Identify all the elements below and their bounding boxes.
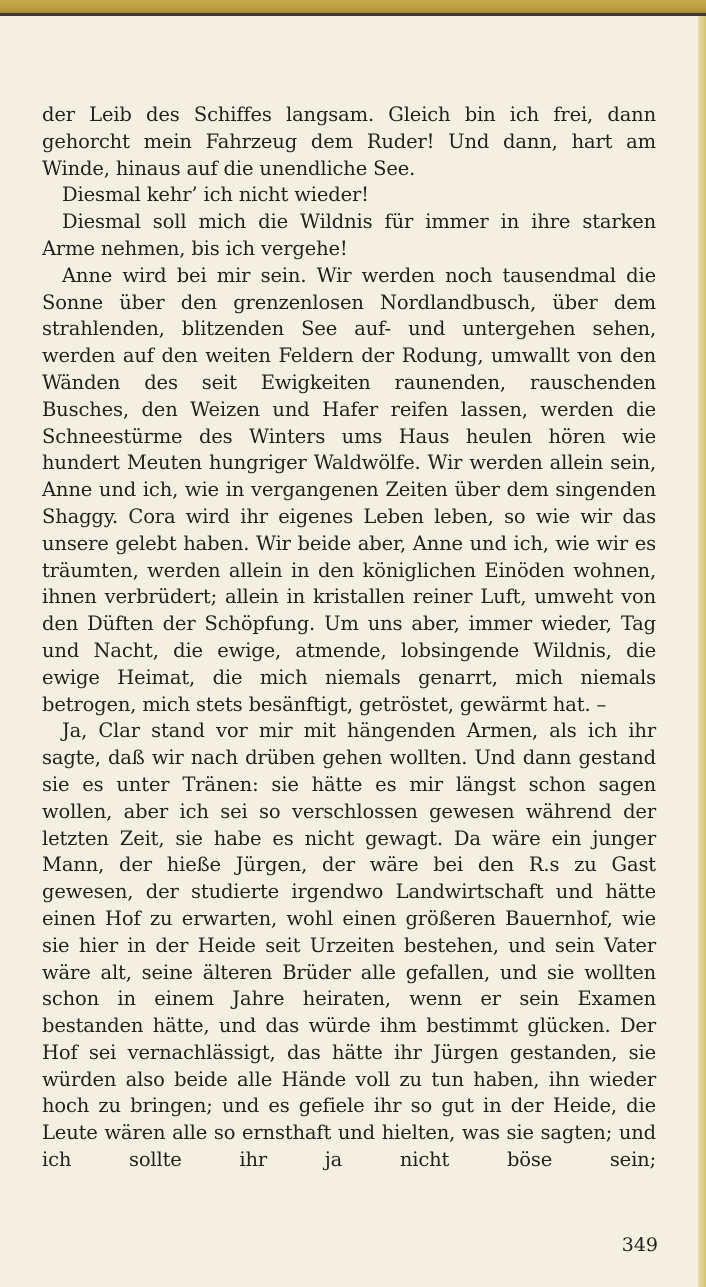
paragraph-4: Anne wird bei mir sein. Wir werden noch tausendmal die Sonne über den grenzenlosen Nordlandbusch, über dem strahlenden, blitzenden See auf- und untergehen sehen, werden auf den weiten Feldern der Rodung, umwallt von den Wänden des seit Ewigkeiten raunenden, rauschenden Busches, den Weizen und Hafer reifen lassen, werden die Schneestürme des Winters ums Haus heulen hören wie hundert Meuten hungriger Waldwölfe. Wir werden allein sein, Anne und ich, wie in vergangenen Zeiten über dem singenden Shaggy. Cora wird ihr eigenes Leben leben, so wie wir das unsere gelebt haben. Wir beide aber, Anne und ich, wie wir es träumten, werden allein in den königlichen Einöden wohnen, ihnen verbrüdert; allein in kristallen reiner Luft, umweht von den Düften der Schöpfung. Um uns aber, immer wieder, Tag und Nacht, die ewige, atmende, lobsingende Wildnis, die ewige Heimat, die mich niemals genarrt, mich niemals betrogen, mich stets besänftigt, getröstet, gewärmt hat. – [42, 263, 656, 716]
page-right-edge [698, 16, 706, 1287]
paragraph-5: Ja, Clar stand vor mir mit hängenden Armen, als ich ihr sagte, daß wir nach drüben gehen wollten. Und dann gestand sie es unter Tränen: sie hätte es mir längst schon sagen wollen, aber ich sei so verschlossen gewesen während der letzten Zeit, sie habe es nicht gewagt. Da wäre ein junger Mann, der hieße Jürgen, der wäre bei den R.s zu Gast gewesen, der studierte irgendwo Landwirtschaft und hätte einen Hof zu erwarten, wohl einen größeren Bauernhof, wie sie hier in der Heide seit Urzeiten bestehen, und sein Vater wäre alt, seine älteren Brüder alle gefallen, und sie wollten schon in einem Jahre heiraten, wenn er sein Examen bestanden hätte, und das würde ihm bestimmt glücken. Der Hof sei vernachlässigt, das hätte ihr Jürgen gestanden, sie würden also beide alle Hände voll zu tun haben, ihn wieder hoch zu bringen; und es gefiele ihr so gut in der Heide, die Leute wären alle so ernsthaft und hielten, was sie sagten; und ich sollte ihr ja nicht böse sein; [42, 719, 656, 1172]
paragraph-1: der Leib des Schiffes langsam. Gleich bin ich frei, dann gehorcht mein Fahrzeug dem Ruder! Und dann, hart am Winde, hinaus auf die unendliche See. [42, 103, 656, 180]
paragraph-2: Diesmal kehr’ ich nicht wieder! [62, 183, 369, 207]
book-top-edge [0, 0, 706, 16]
page-body [42, 102, 656, 1174]
page-number: 349 [621, 1234, 658, 1256]
paragraph-3: Diesmal soll mich die Wildnis für immer in ihre starken Arme nehmen, bis ich vergehe! [42, 210, 656, 260]
